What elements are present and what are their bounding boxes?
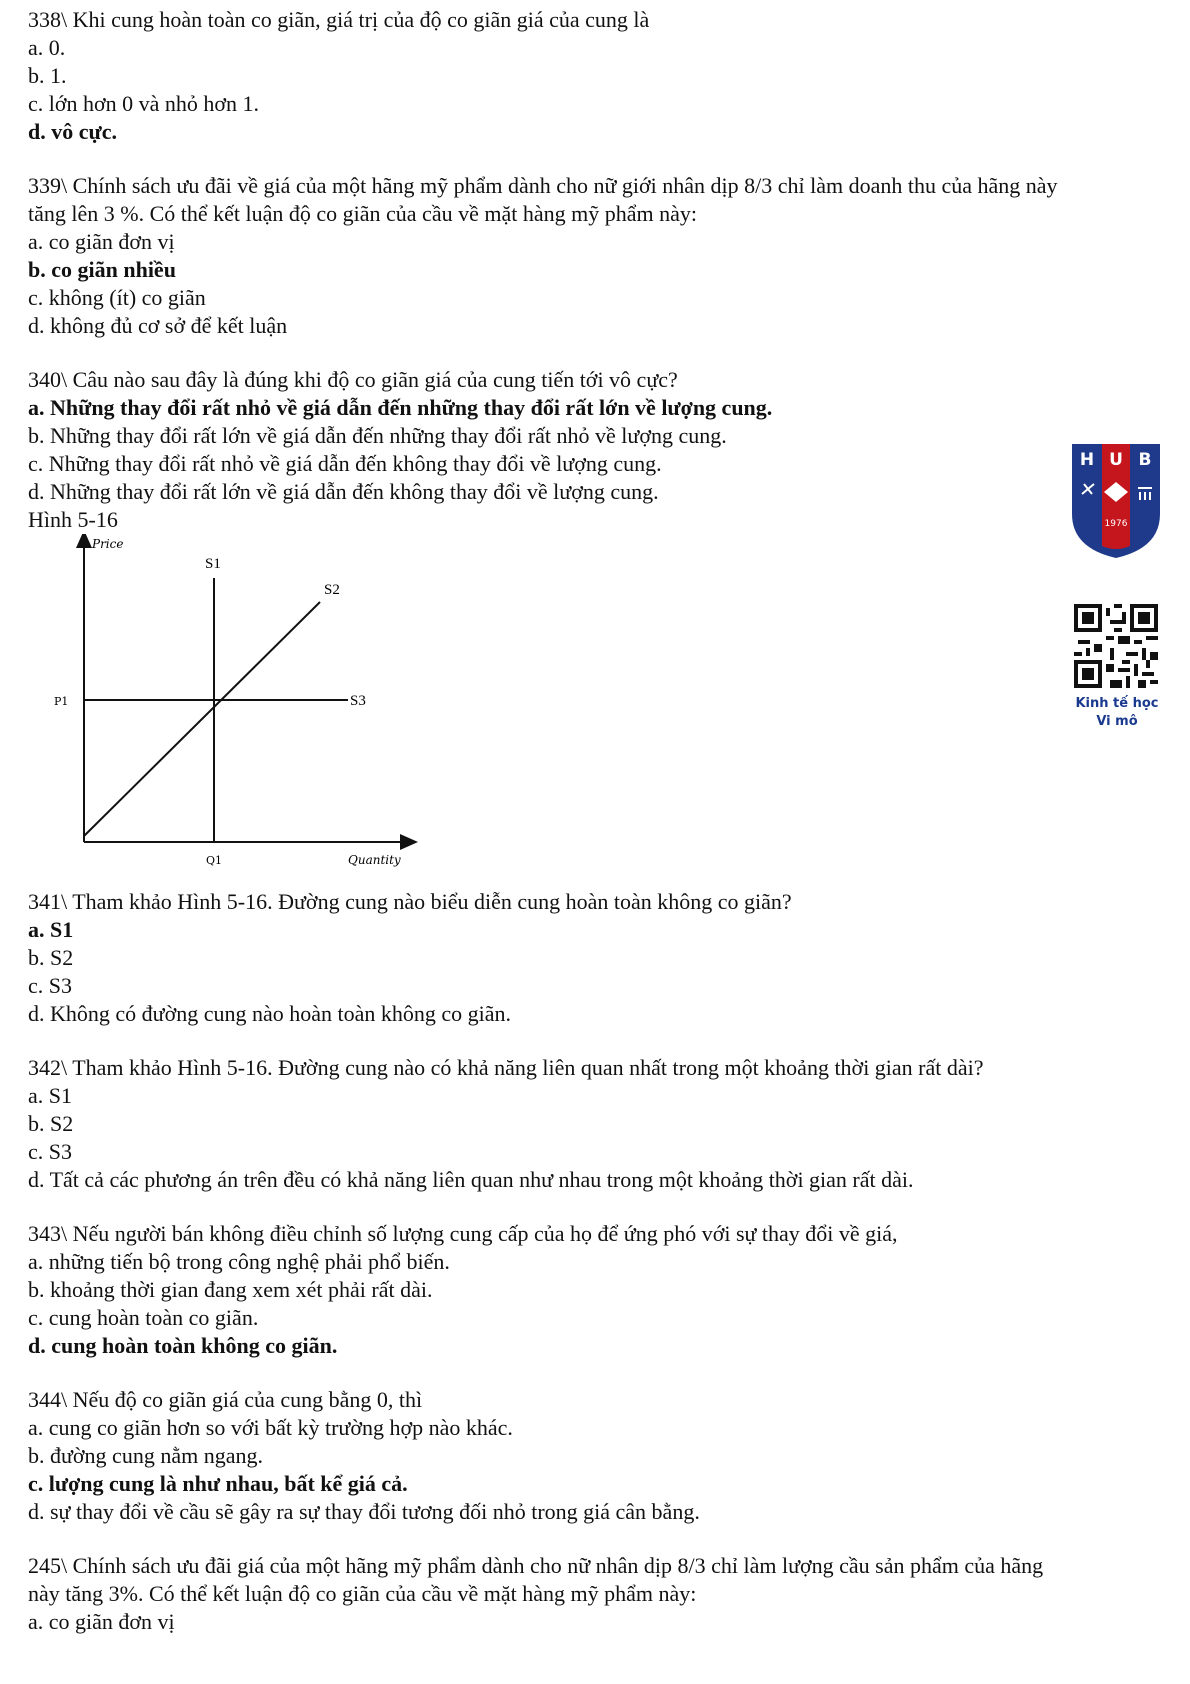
question-340 <box>28 366 1168 506</box>
logo-letter-b: B <box>1138 450 1152 470</box>
option-a: a. cung co giãn hơn so với bất kỳ trường hợp nào khác. <box>28 1415 513 1440</box>
logo-caption-line2: Vi mô <box>1096 714 1138 729</box>
y-axis-label: Price <box>92 537 124 551</box>
option-b: b. S2 <box>28 945 74 970</box>
hub-shield-logo <box>1068 440 1164 560</box>
question-339 <box>28 172 1168 340</box>
option-b: b. S2 <box>28 1111 74 1136</box>
option-d-answer: d. cung hoàn toàn không co giãn. <box>28 1333 338 1358</box>
logo-year: 1976 <box>1104 519 1128 529</box>
s1-label: S1 <box>205 556 221 572</box>
option-a-answer: a. S1 <box>28 917 74 942</box>
p1-label: P1 <box>54 695 69 708</box>
question-stem-cont: tăng lên 3 %. Có thể kết luận độ co giãn của cầu về mặt hàng mỹ phẩm này: <box>28 201 697 226</box>
question-stem: 339\ Chính sách ưu đãi về giá của một hãng mỹ phẩm dành cho nữ giới nhân dịp 8/3 chỉ làm doanh thu của hãng này <box>28 173 1058 198</box>
option-c: c. S3 <box>28 973 72 998</box>
option-d: d. không đủ cơ sở để kết luận <box>28 313 288 338</box>
question-stem: 245\ Chính sách ưu đãi giá của một hãng mỹ phẩm dành cho nữ nhân dịp 8/3 chỉ làm lượng cầu sản phẩm của hãng <box>28 1553 1044 1578</box>
option-c: c. lớn hơn 0 và nhỏ hơn 1. <box>28 91 260 116</box>
logo-letter-h: H <box>1079 450 1095 470</box>
qr-code <box>1074 604 1164 693</box>
question-338 <box>28 6 1168 146</box>
option-b: b. Những thay đổi rất lớn về giá dẫn đến những thay đổi rất nhỏ về lượng cung. <box>28 423 727 448</box>
option-a: a. co giãn đơn vị <box>28 229 175 254</box>
q1-label: Q1 <box>206 854 223 867</box>
option-d: d. Những thay đổi rất lớn về giá dẫn đến không thay đổi về lượng cung. <box>28 479 659 504</box>
figure-label: Hình 5-16 <box>28 507 118 532</box>
logo-caption <box>1062 695 1172 731</box>
option-c-answer: c. lượng cung là như nhau, bất kể giá cả. <box>28 1471 408 1496</box>
question-stem: 342\ Tham khảo Hình 5-16. Đường cung nào có khả năng liên quan nhất trong một khoảng thời gian rất dài? <box>28 1055 984 1080</box>
option-a: a. 0. <box>28 35 66 60</box>
hub-logo-block <box>1068 440 1164 731</box>
question-stem: 340\ Câu nào sau đây là đúng khi độ co giãn giá của cung tiến tới vô cực? <box>28 367 678 392</box>
option-d: d. Tất cả các phương án trên đều có khả năng liên quan như nhau trong một khoảng thời gian rất dài. <box>28 1167 914 1192</box>
option-b: b. đường cung nằm ngang. <box>28 1443 263 1468</box>
question-stem: 343\ Nếu người bán không điều chỉnh số lượng cung cấp của họ để ứng phó với sự thay đổi về giá, <box>28 1221 898 1246</box>
supply-curve-s2 <box>84 602 320 836</box>
question-stem: 341\ Tham khảo Hình 5-16. Đường cung nào biểu diễn cung hoàn toàn không co giãn? <box>28 889 792 914</box>
option-a: a. những tiến bộ trong công nghệ phải phổ biến. <box>28 1249 450 1274</box>
option-b: b. 1. <box>28 63 67 88</box>
option-b-answer: b. co giãn nhiều <box>28 257 176 282</box>
option-c: c. Những thay đổi rất nhỏ về giá dẫn đến không thay đổi về lượng cung. <box>28 451 662 476</box>
option-b: b. khoảng thời gian đang xem xét phải rất dài. <box>28 1277 433 1302</box>
question-245 <box>28 1552 1168 1636</box>
logo-letter-u: U <box>1109 450 1123 470</box>
question-344 <box>28 1386 1168 1526</box>
x-axis-label: Quantity <box>348 853 401 867</box>
question-341 <box>28 888 1168 1028</box>
option-c: c. cung hoàn toàn co giãn. <box>28 1305 259 1330</box>
logo-caption-line1: Kinh tế học <box>1075 696 1159 711</box>
figure-5-16 <box>28 534 1168 888</box>
s3-label: S3 <box>350 693 366 709</box>
option-d: d. Không có đường cung nào hoàn toàn không co giãn. <box>28 1001 512 1026</box>
option-a: a. S1 <box>28 1083 72 1108</box>
option-c: c. không (ít) co giãn <box>28 285 206 310</box>
question-stem-cont: này tăng 3%. Có thể kết luận độ co giãn của cầu về mặt hàng mỹ phẩm này: <box>28 1581 697 1606</box>
option-a-answer: a. Những thay đổi rất nhỏ về giá dẫn đến những thay đổi rất lớn về lượng cung. <box>28 395 773 420</box>
question-stem: 338\ Khi cung hoàn toàn co giãn, giá trị của độ co giãn giá của cung là <box>28 7 650 32</box>
option-d-answer: d. vô cực. <box>28 119 117 144</box>
supply-curves-diagram <box>48 534 468 874</box>
question-stem: 344\ Nếu độ co giãn giá của cung bằng 0, thì <box>28 1387 423 1412</box>
option-c: c. S3 <box>28 1139 72 1164</box>
question-342 <box>28 1054 1168 1194</box>
s2-label: S2 <box>324 582 340 598</box>
option-d: d. sự thay đổi về cầu sẽ gây ra sự thay đổi tương đối nhỏ trong giá cân bằng. <box>28 1499 700 1524</box>
question-343 <box>28 1220 1168 1360</box>
option-a: a. co giãn đơn vị <box>28 1609 175 1634</box>
document-body <box>28 6 1168 1636</box>
